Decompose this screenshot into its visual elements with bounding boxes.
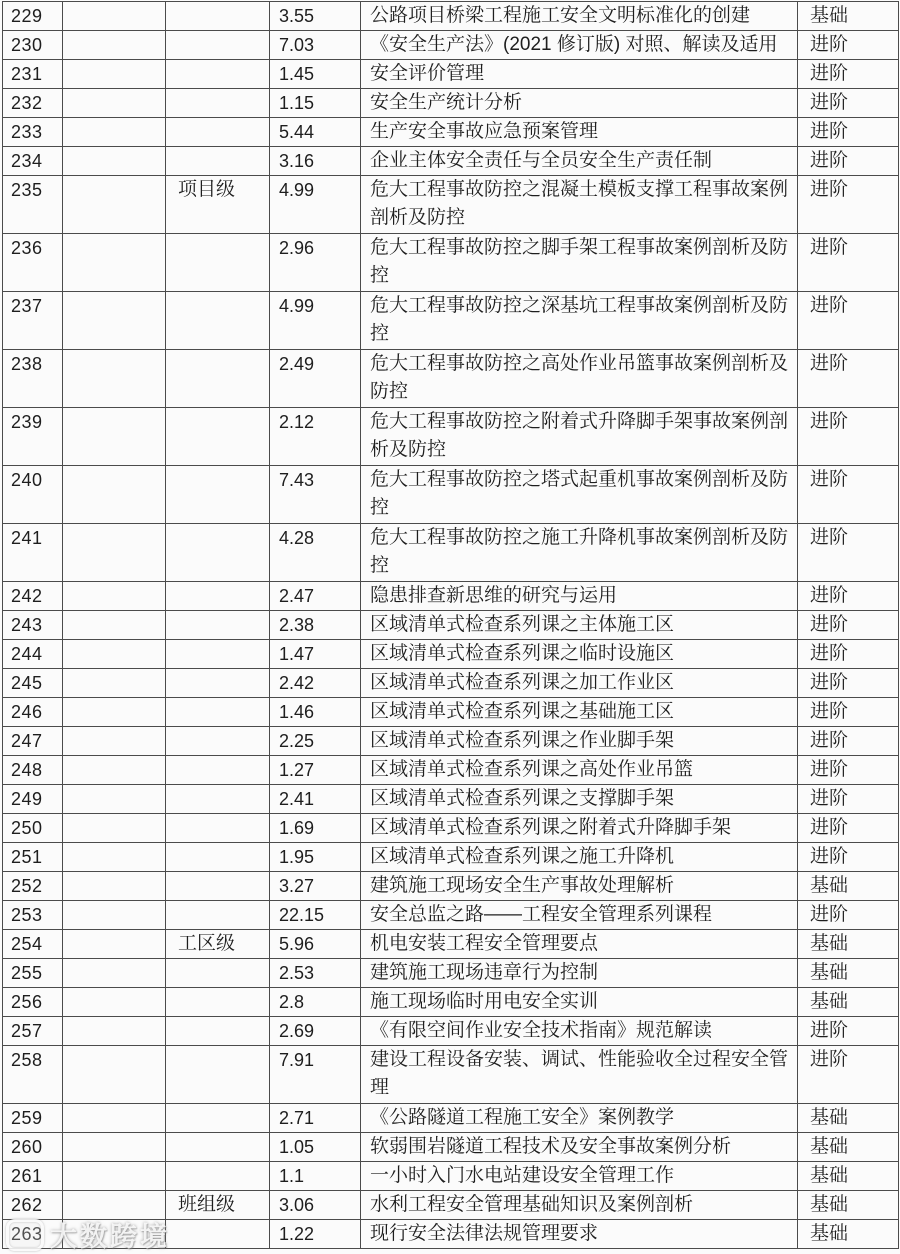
course-title-cell: 危大工程事故防控之高处作业吊篮事故案例剖析及防控 <box>361 350 798 408</box>
level-cell <box>166 640 270 669</box>
difficulty-cell: 进阶 <box>798 611 899 640</box>
group-cell <box>63 611 166 640</box>
table-row <box>3 611 899 640</box>
hours-cell: 2.96 <box>270 234 361 292</box>
hours-cell: 3.55 <box>270 2 361 31</box>
difficulty-cell: 基础 <box>798 1162 899 1191</box>
group-cell <box>63 118 166 147</box>
course-title-cell: 隐患排查新思维的研究与运用 <box>361 582 798 611</box>
group-cell <box>63 1133 166 1162</box>
course-title-cell: 区域清单式检查系列课之基础施工区 <box>361 698 798 727</box>
level-cell <box>166 1220 270 1249</box>
hours-cell: 5.44 <box>270 118 361 147</box>
group-cell <box>63 901 166 930</box>
difficulty-cell: 基础 <box>798 930 899 959</box>
table-row <box>3 147 899 176</box>
hours-cell: 4.99 <box>270 176 361 234</box>
difficulty-cell: 进阶 <box>798 1017 899 1046</box>
difficulty-cell: 进阶 <box>798 785 899 814</box>
row-number-cell: 245 <box>3 669 63 698</box>
difficulty-cell: 进阶 <box>798 147 899 176</box>
level-cell <box>166 698 270 727</box>
table-row <box>3 292 899 350</box>
course-title-cell: 《有限空间作业安全技术指南》规范解读 <box>361 1017 798 1046</box>
group-cell <box>63 1017 166 1046</box>
hours-cell: 2.25 <box>270 727 361 756</box>
row-number-cell: 261 <box>3 1162 63 1191</box>
group-cell <box>63 60 166 89</box>
level-cell: 班组级 <box>166 1191 270 1220</box>
group-cell <box>63 1191 166 1220</box>
course-title-cell: 区域清单式检查系列课之支撑脚手架 <box>361 785 798 814</box>
row-number-cell: 252 <box>3 872 63 901</box>
course-title-cell: 公路项目桥梁工程施工安全文明标准化的创建 <box>361 2 798 31</box>
level-cell <box>166 31 270 60</box>
difficulty-cell: 进阶 <box>798 698 899 727</box>
table-row <box>3 1220 899 1249</box>
hours-cell: 1.46 <box>270 698 361 727</box>
course-title-cell: 区域清单式检查系列课之主体施工区 <box>361 611 798 640</box>
group-cell <box>63 872 166 901</box>
row-number-cell: 239 <box>3 408 63 466</box>
hours-cell: 2.41 <box>270 785 361 814</box>
group-cell <box>63 988 166 1017</box>
hours-cell: 5.96 <box>270 930 361 959</box>
group-cell <box>63 466 166 524</box>
group-cell <box>63 582 166 611</box>
hours-cell: 7.03 <box>270 31 361 60</box>
difficulty-cell: 进阶 <box>798 118 899 147</box>
group-cell <box>63 89 166 118</box>
level-cell <box>166 118 270 147</box>
row-number-cell: 244 <box>3 640 63 669</box>
course-title-cell: 危大工程事故防控之混凝土模板支撑工程事故案例剖析及防控 <box>361 176 798 234</box>
row-number-cell: 238 <box>3 350 63 408</box>
hours-cell: 4.99 <box>270 292 361 350</box>
hours-cell: 4.28 <box>270 524 361 582</box>
level-cell <box>166 814 270 843</box>
course-title-cell: 水利工程安全管理基础知识及案例剖析 <box>361 1191 798 1220</box>
hours-cell: 22.15 <box>270 901 361 930</box>
table-row <box>3 814 899 843</box>
table-row <box>3 60 899 89</box>
course-title-cell: 建设工程设备安装、调试、性能验收全过程安全管理 <box>361 1046 798 1104</box>
group-cell <box>63 698 166 727</box>
group-cell <box>63 2 166 31</box>
row-number-cell: 243 <box>3 611 63 640</box>
difficulty-cell: 进阶 <box>798 60 899 89</box>
difficulty-cell: 基础 <box>798 959 899 988</box>
course-title-cell: 施工现场临时用电安全实训 <box>361 988 798 1017</box>
course-title-cell: 区域清单式检查系列课之附着式升降脚手架 <box>361 814 798 843</box>
course-title-cell: 《安全生产法》(2021 修订版) 对照、解读及适用 <box>361 31 798 60</box>
row-number-cell: 235 <box>3 176 63 234</box>
table-row <box>3 234 899 292</box>
hours-cell: 1.45 <box>270 60 361 89</box>
table-row <box>3 2 899 31</box>
group-cell <box>63 408 166 466</box>
difficulty-cell: 进阶 <box>798 814 899 843</box>
difficulty-cell: 进阶 <box>798 640 899 669</box>
row-number-cell: 254 <box>3 930 63 959</box>
level-cell <box>166 1017 270 1046</box>
level-cell: 工区级 <box>166 930 270 959</box>
level-cell <box>166 727 270 756</box>
group-cell <box>63 814 166 843</box>
row-number-cell: 253 <box>3 901 63 930</box>
difficulty-cell: 进阶 <box>798 1046 899 1104</box>
difficulty-cell: 进阶 <box>798 234 899 292</box>
difficulty-cell: 基础 <box>798 1191 899 1220</box>
difficulty-cell: 基础 <box>798 988 899 1017</box>
hours-cell: 3.06 <box>270 1191 361 1220</box>
hours-cell: 1.27 <box>270 756 361 785</box>
row-number-cell: 248 <box>3 756 63 785</box>
table-row <box>3 640 899 669</box>
table-row <box>3 466 899 524</box>
level-cell <box>166 350 270 408</box>
group-cell <box>63 147 166 176</box>
row-number-cell: 260 <box>3 1133 63 1162</box>
course-title-cell: 危大工程事故防控之脚手架工程事故案例剖析及防控 <box>361 234 798 292</box>
level-cell <box>166 1046 270 1104</box>
table-row <box>3 524 899 582</box>
course-title-cell: 建筑施工现场违章行为控制 <box>361 959 798 988</box>
level-cell <box>166 901 270 930</box>
course-title-cell: 区域清单式检查系列课之施工升降机 <box>361 843 798 872</box>
hours-cell: 7.43 <box>270 466 361 524</box>
difficulty-cell: 进阶 <box>798 292 899 350</box>
group-cell <box>63 292 166 350</box>
row-number-cell: 247 <box>3 727 63 756</box>
level-cell <box>166 524 270 582</box>
hours-cell: 2.8 <box>270 988 361 1017</box>
row-number-cell: 240 <box>3 466 63 524</box>
table-row <box>3 669 899 698</box>
hours-cell: 2.42 <box>270 669 361 698</box>
course-title-cell: 一小时入门水电站建设安全管理工作 <box>361 1162 798 1191</box>
course-title-cell: 危大工程事故防控之塔式起重机事故案例剖析及防控 <box>361 466 798 524</box>
table-row <box>3 1017 899 1046</box>
level-cell <box>166 2 270 31</box>
table-row <box>3 408 899 466</box>
group-cell <box>63 524 166 582</box>
level-cell <box>166 872 270 901</box>
difficulty-cell: 进阶 <box>798 31 899 60</box>
table-row <box>3 901 899 930</box>
row-number-cell: 251 <box>3 843 63 872</box>
difficulty-cell: 基础 <box>798 1133 899 1162</box>
course-title-cell: 软弱围岩隧道工程技术及安全事故案例分析 <box>361 1133 798 1162</box>
group-cell <box>63 785 166 814</box>
course-table-body <box>3 2 899 1249</box>
group-cell <box>63 350 166 408</box>
hours-cell: 1.1 <box>270 1162 361 1191</box>
difficulty-cell: 进阶 <box>798 176 899 234</box>
table-row <box>3 930 899 959</box>
hours-cell: 2.53 <box>270 959 361 988</box>
level-cell <box>166 988 270 1017</box>
table-row <box>3 176 899 234</box>
hours-cell: 2.71 <box>270 1104 361 1133</box>
hours-cell: 2.69 <box>270 1017 361 1046</box>
level-cell <box>166 959 270 988</box>
hours-cell: 2.47 <box>270 582 361 611</box>
row-number-cell: 231 <box>3 60 63 89</box>
level-cell <box>166 1104 270 1133</box>
table-row <box>3 756 899 785</box>
row-number-cell: 258 <box>3 1046 63 1104</box>
level-cell: 项目级 <box>166 176 270 234</box>
table-row <box>3 31 899 60</box>
table-row <box>3 582 899 611</box>
group-cell <box>63 234 166 292</box>
group-cell <box>63 959 166 988</box>
course-title-cell: 建筑施工现场安全生产事故处理解析 <box>361 872 798 901</box>
level-cell <box>166 89 270 118</box>
row-number-cell: 237 <box>3 292 63 350</box>
row-number-cell: 257 <box>3 1017 63 1046</box>
row-number-cell: 263 <box>3 1220 63 1249</box>
course-title-cell: 安全总监之路——工程安全管理系列课程 <box>361 901 798 930</box>
row-number-cell: 249 <box>3 785 63 814</box>
group-cell <box>63 669 166 698</box>
difficulty-cell: 进阶 <box>798 756 899 785</box>
table-row <box>3 350 899 408</box>
group-cell <box>63 756 166 785</box>
course-title-cell: 区域清单式检查系列课之加工作业区 <box>361 669 798 698</box>
level-cell <box>166 1162 270 1191</box>
level-cell <box>166 843 270 872</box>
table-row <box>3 1104 899 1133</box>
course-title-cell: 安全生产统计分析 <box>361 89 798 118</box>
course-title-cell: 区域清单式检查系列课之高处作业吊篮 <box>361 756 798 785</box>
difficulty-cell: 进阶 <box>798 727 899 756</box>
course-title-cell: 企业主体安全责任与全员安全生产责任制 <box>361 147 798 176</box>
hours-cell: 1.22 <box>270 1220 361 1249</box>
course-title-cell: 《公路隧道工程施工安全》案例教学 <box>361 1104 798 1133</box>
course-title-cell: 机电安装工程安全管理要点 <box>361 930 798 959</box>
level-cell <box>166 1133 270 1162</box>
group-cell <box>63 1046 166 1104</box>
table-row <box>3 1046 899 1104</box>
hours-cell: 3.27 <box>270 872 361 901</box>
difficulty-cell: 进阶 <box>798 350 899 408</box>
hours-cell: 2.38 <box>270 611 361 640</box>
level-cell <box>166 466 270 524</box>
difficulty-cell: 进阶 <box>798 843 899 872</box>
table-row <box>3 959 899 988</box>
row-number-cell: 242 <box>3 582 63 611</box>
group-cell <box>63 727 166 756</box>
group-cell <box>63 1162 166 1191</box>
table-row <box>3 1191 899 1220</box>
course-table <box>2 1 899 1249</box>
level-cell <box>166 147 270 176</box>
row-number-cell: 259 <box>3 1104 63 1133</box>
level-cell <box>166 582 270 611</box>
difficulty-cell: 进阶 <box>798 408 899 466</box>
table-row <box>3 118 899 147</box>
level-cell <box>166 756 270 785</box>
group-cell <box>63 640 166 669</box>
difficulty-cell: 基础 <box>798 872 899 901</box>
row-number-cell: 234 <box>3 147 63 176</box>
difficulty-cell: 进阶 <box>798 466 899 524</box>
row-number-cell: 236 <box>3 234 63 292</box>
group-cell <box>63 176 166 234</box>
level-cell <box>166 785 270 814</box>
course-title-cell: 危大工程事故防控之施工升降机事故案例剖析及防控 <box>361 524 798 582</box>
row-number-cell: 229 <box>3 2 63 31</box>
table-row <box>3 89 899 118</box>
difficulty-cell: 基础 <box>798 2 899 31</box>
level-cell <box>166 611 270 640</box>
course-title-cell: 区域清单式检查系列课之作业脚手架 <box>361 727 798 756</box>
level-cell <box>166 408 270 466</box>
table-row <box>3 698 899 727</box>
table-row <box>3 872 899 901</box>
level-cell <box>166 669 270 698</box>
difficulty-cell: 进阶 <box>798 524 899 582</box>
course-title-cell: 现行安全法律法规管理要求 <box>361 1220 798 1249</box>
group-cell <box>63 31 166 60</box>
watermark-text: 大数跨境 <box>50 1222 170 1252</box>
row-number-cell: 233 <box>3 118 63 147</box>
row-number-cell: 230 <box>3 31 63 60</box>
difficulty-cell: 进阶 <box>798 901 899 930</box>
row-number-cell: 255 <box>3 959 63 988</box>
table-row <box>3 843 899 872</box>
table-row <box>3 1133 899 1162</box>
row-number-cell: 250 <box>3 814 63 843</box>
group-cell <box>63 930 166 959</box>
difficulty-cell: 进阶 <box>798 89 899 118</box>
hours-cell: 1.05 <box>270 1133 361 1162</box>
table-row <box>3 1162 899 1191</box>
row-number-cell: 246 <box>3 698 63 727</box>
group-cell <box>63 1104 166 1133</box>
course-title-cell: 安全评价管理 <box>361 60 798 89</box>
hours-cell: 3.16 <box>270 147 361 176</box>
row-number-cell: 256 <box>3 988 63 1017</box>
difficulty-cell: 进阶 <box>798 669 899 698</box>
table-row <box>3 785 899 814</box>
course-title-cell: 生产安全事故应急预案管理 <box>361 118 798 147</box>
hours-cell: 2.12 <box>270 408 361 466</box>
hours-cell: 1.95 <box>270 843 361 872</box>
difficulty-cell: 进阶 <box>798 582 899 611</box>
row-number-cell: 241 <box>3 524 63 582</box>
course-title-cell: 危大工程事故防控之深基坑工程事故案例剖析及防控 <box>361 292 798 350</box>
level-cell <box>166 292 270 350</box>
hours-cell: 1.15 <box>270 89 361 118</box>
table-row <box>3 727 899 756</box>
hours-cell: 1.69 <box>270 814 361 843</box>
difficulty-cell: 基础 <box>798 1220 899 1249</box>
group-cell <box>63 1220 166 1249</box>
course-title-cell: 危大工程事故防控之附着式升降脚手架事故案例剖析及防控 <box>361 408 798 466</box>
difficulty-cell: 基础 <box>798 1104 899 1133</box>
hours-cell: 2.49 <box>270 350 361 408</box>
level-cell <box>166 60 270 89</box>
row-number-cell: 232 <box>3 89 63 118</box>
hours-cell: 1.47 <box>270 640 361 669</box>
group-cell <box>63 843 166 872</box>
hours-cell: 7.91 <box>270 1046 361 1104</box>
row-number-cell: 262 <box>3 1191 63 1220</box>
level-cell <box>166 234 270 292</box>
course-title-cell: 区域清单式检查系列课之临时设施区 <box>361 640 798 669</box>
table-row <box>3 988 899 1017</box>
